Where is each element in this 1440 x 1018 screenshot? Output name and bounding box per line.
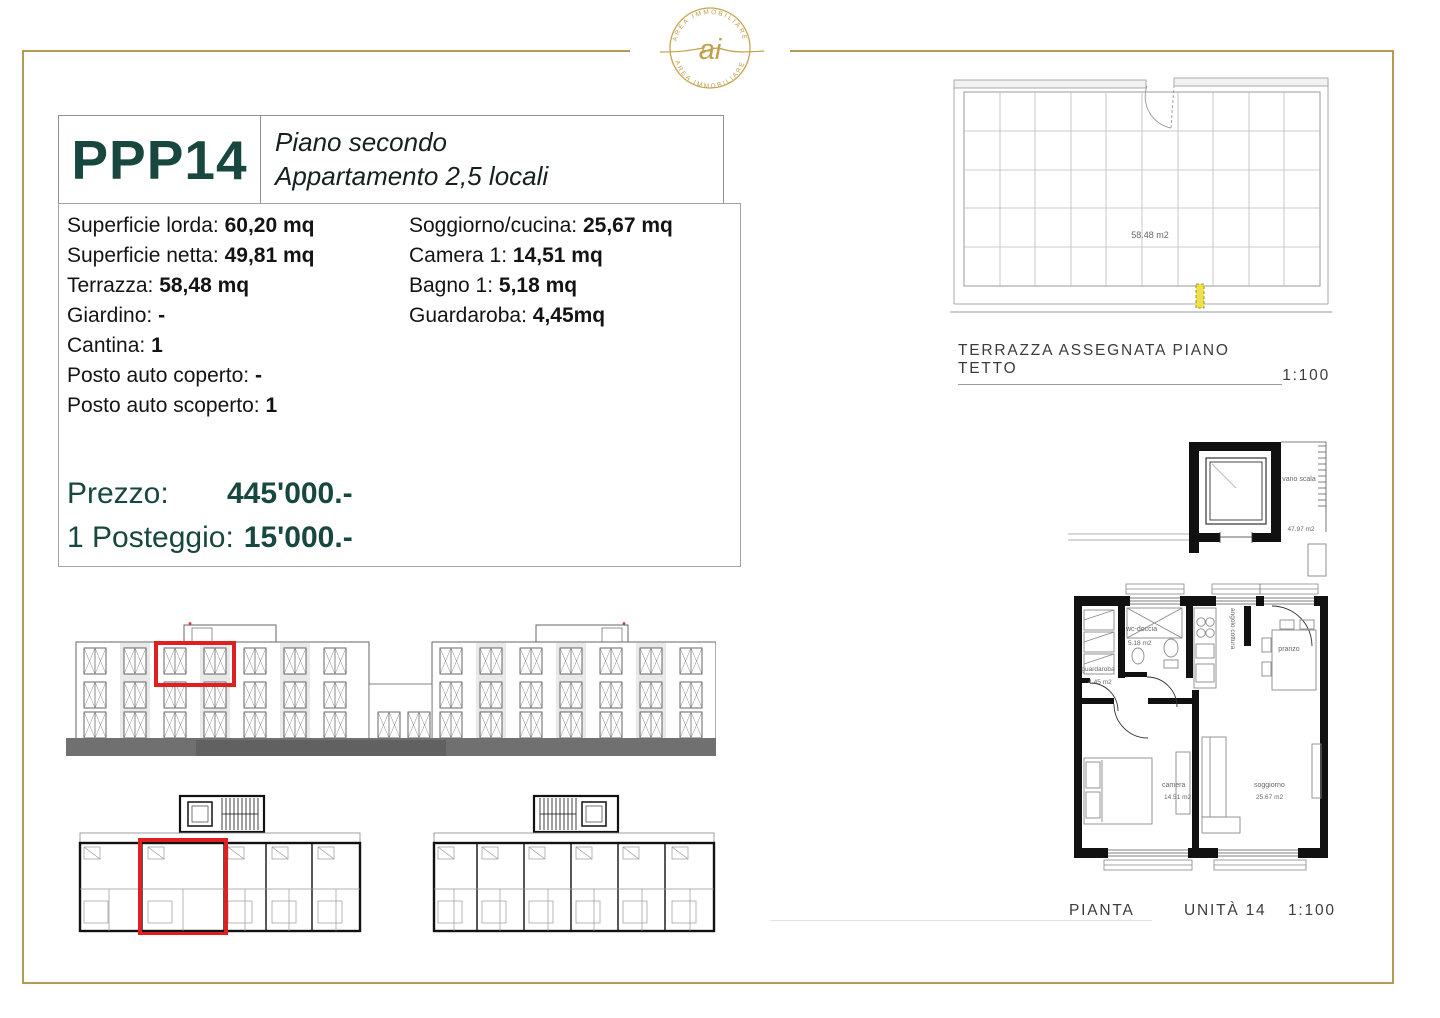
terrace-area-label: 58.48 m2: [1131, 230, 1169, 240]
unit-floor: Piano secondo: [275, 127, 448, 157]
camera-area-label: 14.51 m2: [1164, 794, 1192, 801]
detail-label: Cantina:: [67, 334, 146, 357]
wc-area-label: 5.18 m2: [1128, 640, 1152, 647]
detail-label: Posto auto scoperto:: [67, 394, 260, 417]
terrace-scale: 1:100: [1282, 367, 1330, 384]
brand-arc-bottom: AREA IMMOBILIARE: [673, 59, 747, 91]
detail-value: 1: [265, 394, 278, 417]
apartment-interior-walls: [1074, 606, 1251, 858]
floorplan-right-stair-tower: [534, 796, 618, 832]
brand-logo: [630, 2, 790, 96]
pranzo-label: pranzo: [1278, 646, 1300, 653]
detail-row: [67, 391, 315, 421]
detail-value: 25,67 mq: [582, 214, 673, 237]
brand-arc-top: AREA IMMOBILIARE: [671, 8, 749, 43]
terrace-top-wall-left: [954, 80, 1146, 88]
detail-value: -: [158, 304, 166, 327]
detail-value: 5,18 mq: [498, 274, 578, 297]
parking-label: 1 Posteggio:: [67, 521, 234, 554]
parking-value: 15'000.-: [243, 521, 353, 554]
terrace-marker: [1196, 284, 1204, 308]
listing-title-box: [58, 115, 724, 204]
detail-row: [409, 211, 673, 241]
detail-row: [409, 241, 673, 271]
stairwell-block: [1068, 442, 1326, 576]
floorplan-left: [76, 793, 364, 935]
terrace-caption: TERRAZZA ASSEGNATA PIANO TETTO: [958, 342, 1282, 385]
detail-label: Giardino:: [67, 304, 153, 327]
detail-value: 4,45mq: [532, 304, 606, 327]
detail-label: Guardaroba:: [409, 304, 527, 327]
brand-monogram: ai: [698, 34, 722, 66]
pianta-caption: PIANTA: [1069, 902, 1135, 919]
detail-label: Soggiorno/cucina:: [409, 214, 578, 237]
detail-label: Bagno 1:: [409, 274, 494, 297]
apartment-outer-walls: [1074, 596, 1328, 858]
brand-logo-svg: [630, 2, 790, 96]
camera-label: camera: [1162, 782, 1186, 789]
pianta-scale: 1:100: [1288, 902, 1336, 919]
detail-label: Camera 1:: [409, 244, 508, 267]
details-panel: [58, 203, 741, 567]
floorplan-right: [430, 793, 718, 935]
guardaroba-area-label: 4.45 m2: [1088, 679, 1112, 686]
soggiorno-area-label: 25.67 m2: [1256, 794, 1284, 801]
price-block: [67, 472, 353, 560]
floorplan-right-balcony-band: [434, 833, 714, 843]
detail-row: [67, 211, 315, 241]
details-column-left: [67, 211, 315, 421]
detail-row: [409, 301, 673, 331]
detail-label: Terrazza:: [67, 274, 154, 297]
detail-label: Superficie netta:: [67, 244, 219, 267]
unit-code: PPP14: [71, 129, 248, 191]
detail-label: Superficie lorda:: [67, 214, 219, 237]
detail-row: [67, 361, 315, 391]
elevation-ground-dark: [196, 740, 446, 756]
terrace-top-wall-right: [1174, 78, 1328, 86]
terrace-caption-row: [958, 342, 1330, 385]
detail-value: 14,51 mq: [512, 244, 603, 267]
price-value: 445'000.-: [227, 477, 353, 510]
elevation-penthouses: [184, 622, 628, 642]
guardaroba-label: guardaroba: [1081, 666, 1115, 673]
cottura-label: angolo cottura: [1229, 608, 1236, 650]
unit-subtitle-cell: [261, 116, 723, 204]
price-row: [67, 472, 353, 516]
terrace-plan-drawing: [950, 66, 1332, 318]
details-column-right: [409, 211, 673, 331]
parking-row: [67, 516, 353, 560]
detail-value: -: [254, 364, 262, 387]
detail-value: 60,20 mq: [224, 214, 315, 237]
caption-divider-line: [770, 920, 1152, 921]
price-label: Prezzo:: [67, 477, 169, 510]
detail-row: [67, 241, 315, 271]
detail-label: Posto auto coperto:: [67, 364, 250, 387]
detail-value: 1: [151, 334, 163, 357]
unit-plan-drawing: [1068, 432, 1334, 872]
vano-scala-area-label: 47.97 m2: [1287, 526, 1315, 533]
unit-type: Appartamento 2,5 locali: [275, 161, 549, 191]
wc-label: wc-doccia: [1126, 626, 1158, 633]
vano-scala-label: vano scala: [1282, 476, 1316, 483]
detail-row: [67, 271, 315, 301]
unit-code-cell: [59, 116, 261, 204]
detail-value: 58,48 mq: [159, 274, 250, 297]
elevation-drawing: [66, 620, 716, 758]
soggiorno-label: soggiorno: [1254, 782, 1285, 789]
detail-row: [67, 301, 315, 331]
floorplan-left-stair-tower: [180, 796, 264, 832]
pianta-unit-label: UNITÀ 14: [1184, 902, 1267, 919]
detail-row: [67, 331, 315, 361]
detail-row: [409, 271, 673, 301]
detail-value: 49,81 mq: [224, 244, 315, 267]
